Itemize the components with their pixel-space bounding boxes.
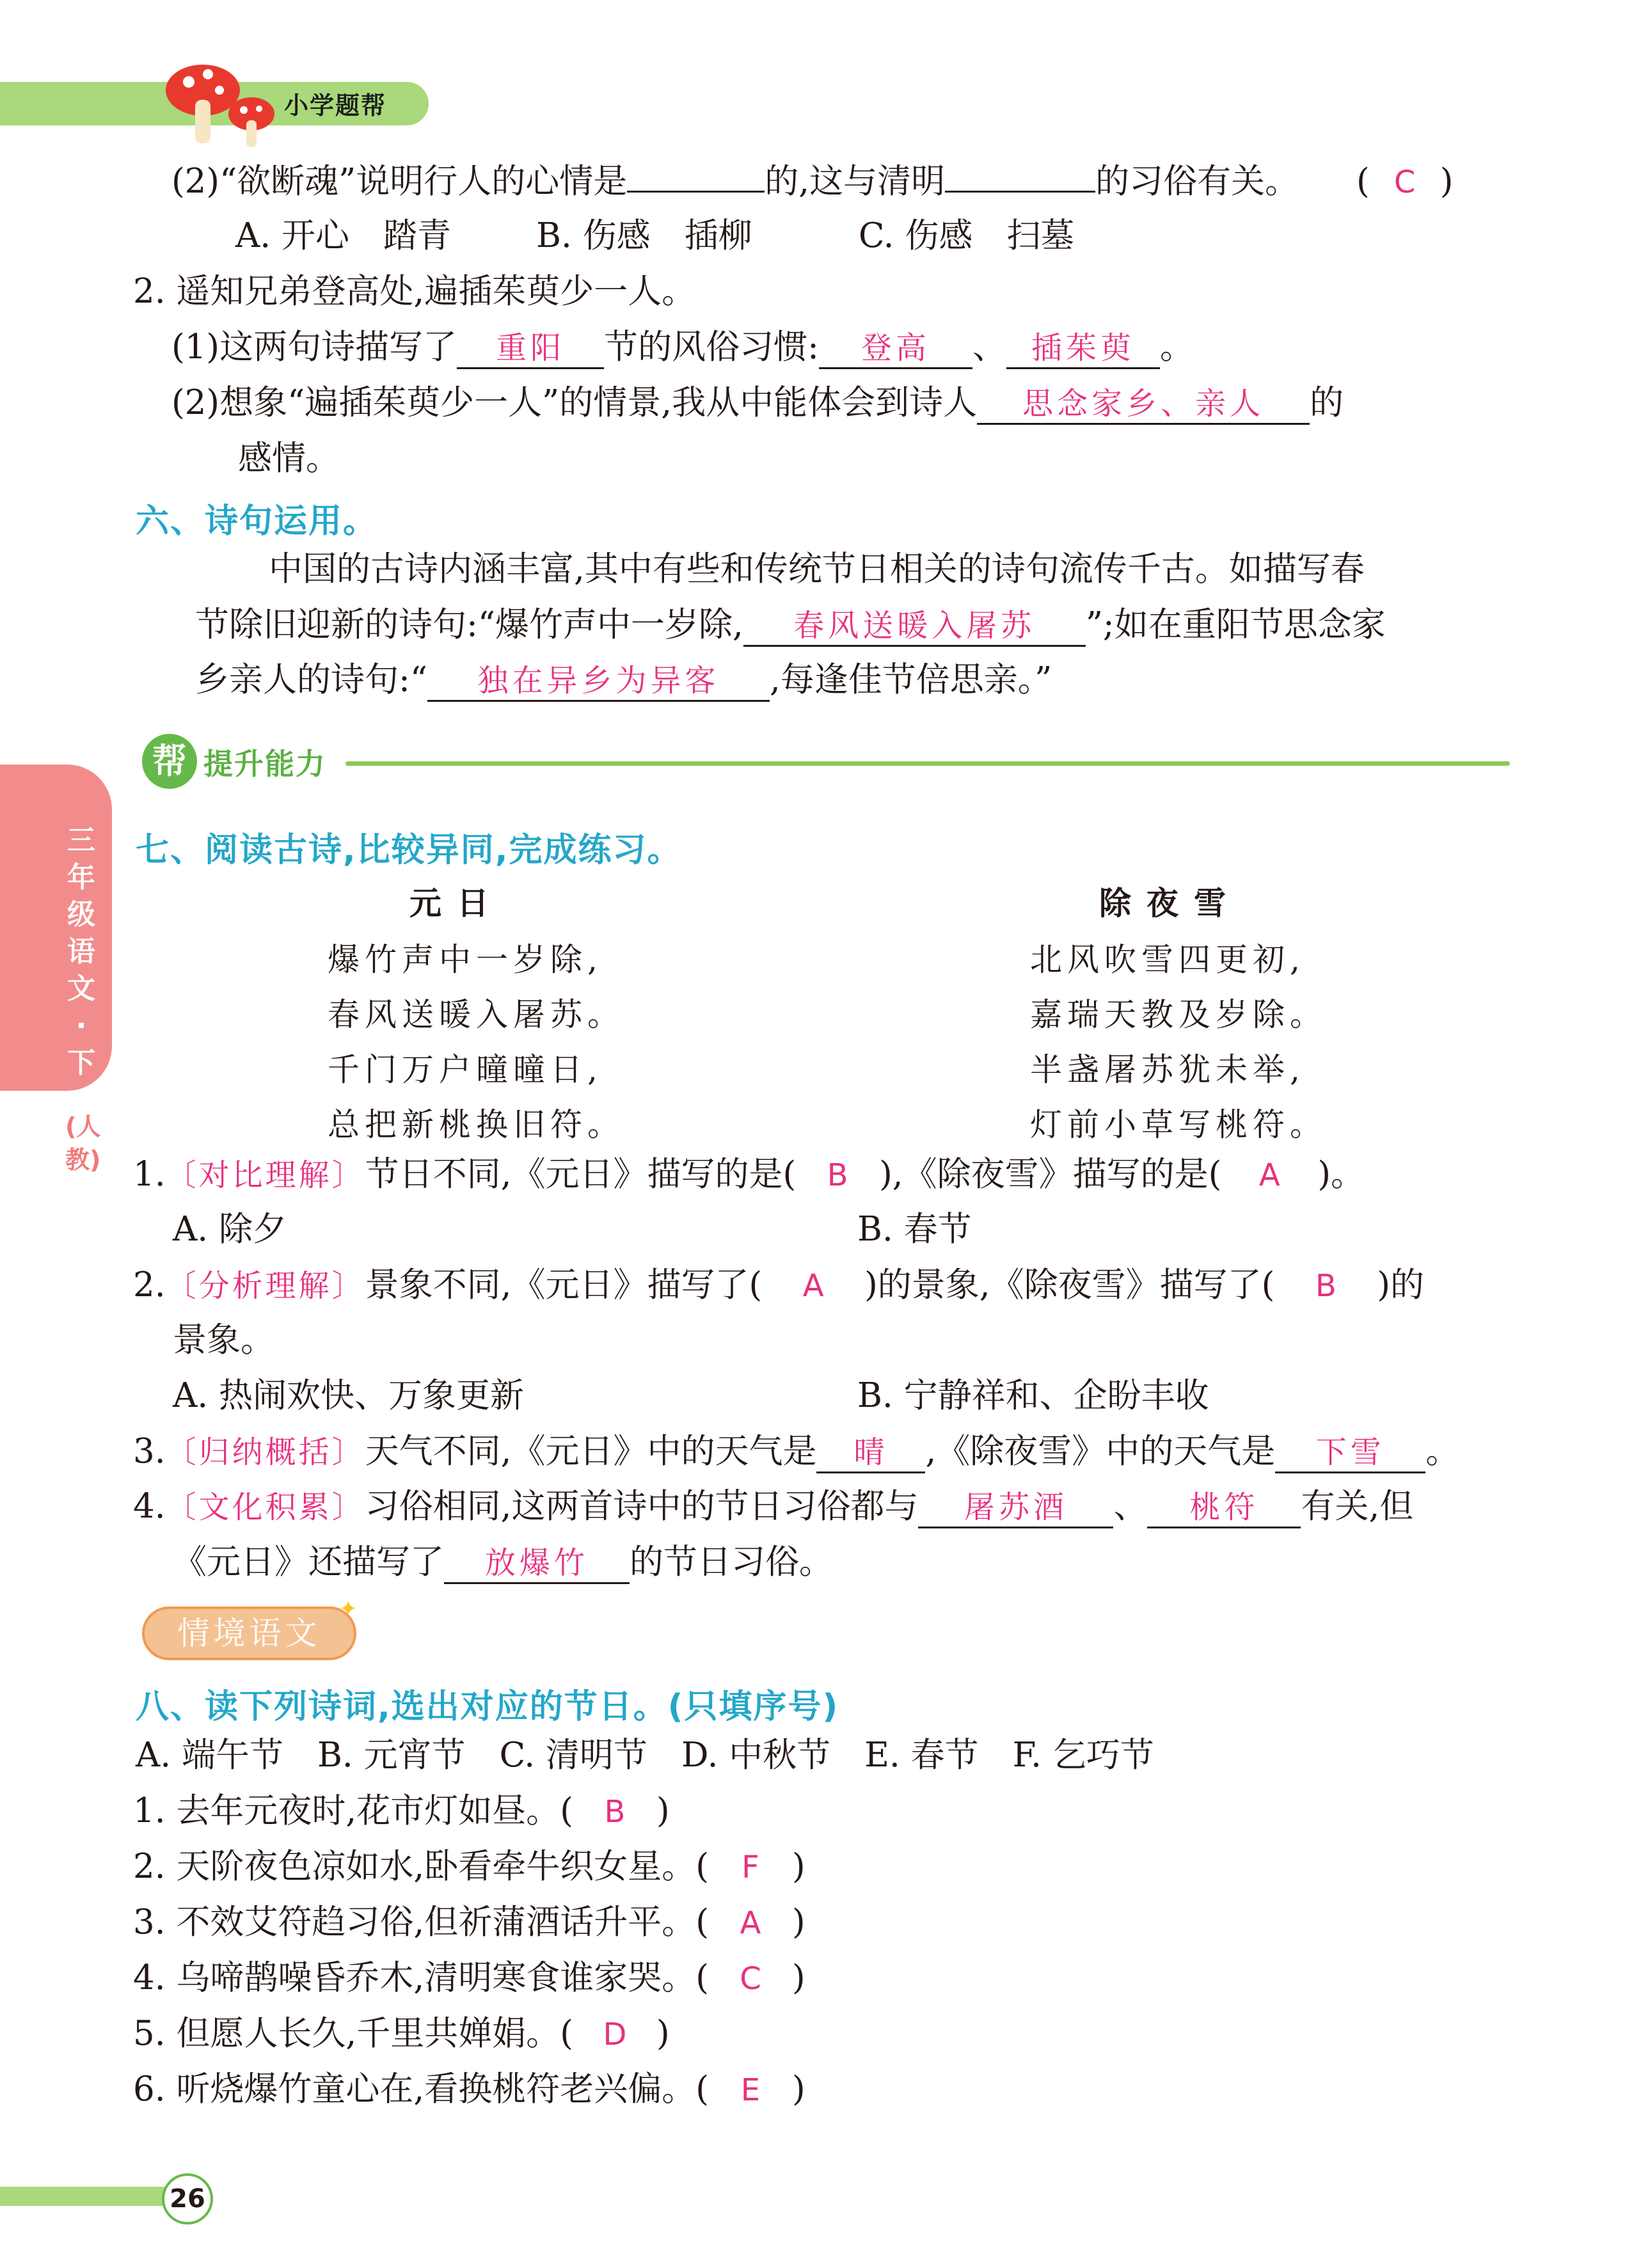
tag: 〔文化积累〕 xyxy=(165,1489,365,1525)
section-6-p2: 节除旧迎新的诗句:“爆竹声中一岁除, 春风送暖入屠苏 ”;如在重阳节思念家 xyxy=(195,605,1386,647)
q7-2-opt-a: A. 热闹欢快、万象更新 xyxy=(173,1376,524,1415)
poem-1-line: 爆竹声中一岁除, xyxy=(328,941,603,978)
item-2-poem: 2. 遥知兄弟登高处,遍插茱萸少一人。 xyxy=(133,272,696,311)
tag: 〔归纳概括〕 xyxy=(165,1434,365,1470)
poem-2-line: 嘉瑞天教及岁除。 xyxy=(1030,996,1327,1033)
blank xyxy=(627,191,765,193)
blank: 思念家乡、亲人 xyxy=(977,384,1310,425)
poem-2-line: 半盏屠苏犹未举, xyxy=(1030,1051,1305,1088)
section-8-item: 5. 但愿人长久,千里共婵娟。( D ) xyxy=(133,2013,670,2055)
item-2-2: (2)想象“遍插茱萸少一人”的情景,我从中能体会到诗人 思念家乡、亲人 的 xyxy=(171,383,1344,425)
blank: 春风送暖入屠苏 xyxy=(743,606,1086,647)
ability-label: 提升能力 xyxy=(203,747,326,781)
q7-1-opt-b: B. 春节 xyxy=(857,1210,972,1249)
section-6-p1: 中国的古诗内涵丰富,其中有些和传统节日相关的诗句流传千古。如描写春 xyxy=(269,550,1365,589)
q7-2: 2.〔分析理解〕景象不同,《元日》描写了( A )的景象,《除夜雪》描写了( B )的 xyxy=(133,1265,1424,1306)
grade-label: 三年级语文·下 xyxy=(67,824,95,1079)
blank: 重阳 xyxy=(457,328,604,369)
star-icon: ✦ xyxy=(339,1596,358,1622)
answer: A xyxy=(802,1268,824,1304)
answer: A xyxy=(1258,1157,1280,1193)
item-2-1: (1)这两句诗描写了 重阳 节的风俗习惯: 登高 、 插茱萸 。 xyxy=(171,327,1194,369)
q7-4: 4.〔文化积累〕习俗相同,这两首诗中的节日习俗都与 屠苏酒 、 桃符 有关,但 xyxy=(133,1486,1413,1528)
section-8-item: 6. 听烧爆竹童心在,看换桃符老兴偏。( E ) xyxy=(133,2069,805,2111)
answer: F xyxy=(742,1850,759,1885)
poem-1-line: 总把新桃换旧符。 xyxy=(328,1106,624,1143)
q7-1-opt-a: A. 除夕 xyxy=(173,1210,287,1249)
tag: 〔分析理解〕 xyxy=(165,1268,365,1304)
header-label: 小学题帮 xyxy=(284,91,387,120)
q7-2-cont: 景象。 xyxy=(173,1320,274,1360)
poem-2-line: 灯前小草写桃符。 xyxy=(1030,1106,1327,1143)
section-8-item: 1. 去年元夜时,花市灯如昼。( B ) xyxy=(133,1791,670,1832)
section-8-item: 2. 天阶夜色凉如水,卧看牵牛织女星。( F ) xyxy=(133,1846,805,1888)
blank: 晴 xyxy=(816,1432,925,1473)
answer: B xyxy=(1315,1268,1337,1304)
option-a: A. 开心 踏青 xyxy=(235,216,451,255)
option-b: B. 伤感 插柳 xyxy=(536,216,752,255)
blank: 桃符 xyxy=(1147,1487,1301,1528)
ability-badge: 帮 xyxy=(142,734,197,789)
option-c: C. 伤感 扫墓 xyxy=(859,216,1075,255)
poem-1-line: 千门万户曈曈日, xyxy=(328,1051,603,1088)
section-7-title: 七、阅读古诗,比较异同,完成练习。 xyxy=(136,831,682,869)
blank xyxy=(945,191,1095,193)
q-prev-2: (2)“欲断魂”说明行人的心情是 的,这与清明 的习俗有关。 xyxy=(171,162,1299,201)
answer: B xyxy=(604,1794,626,1830)
q7-2-opt-b: B. 宁静祥和、企盼丰收 xyxy=(857,1376,1209,1415)
footer-band xyxy=(0,2187,173,2206)
blank: 独在异乡为异客 xyxy=(427,661,770,702)
poem-1-line: 春风送暖入屠苏。 xyxy=(328,996,624,1033)
edition-label: (人教) xyxy=(65,1113,101,1174)
answer: B xyxy=(827,1157,848,1193)
blank: 下雪 xyxy=(1275,1432,1425,1473)
answer: C xyxy=(1393,164,1416,200)
blank: 插茱萸 xyxy=(1006,328,1160,369)
q7-1: 1.〔对比理解〕节日不同,《元日》描写的是( B ),《除夜雪》描写的是( A )。 xyxy=(133,1154,1365,1196)
section-6-p3: 乡亲人的诗句:“ 独在异乡为异客 ,每逢佳节倍思亲。” xyxy=(195,660,1052,702)
poem-2-line: 北风吹雪四更初, xyxy=(1030,941,1305,978)
poem-2-title: 除夜雪 xyxy=(1099,885,1241,922)
answer: D xyxy=(603,2017,627,2052)
section-8-title: 八、读下列诗词,选出对应的节日。(只填序号) xyxy=(136,1688,839,1726)
item-2-2-cont: 感情。 xyxy=(238,439,340,478)
blank: 登高 xyxy=(819,328,972,369)
section-8-item: 3. 不效艾符趋习俗,但祈蒲酒话升平。( A ) xyxy=(133,1902,805,1944)
q7-3: 3.〔归纳概括〕天气不同,《元日》中的天气是 晴 ,《除夜雪》中的天气是 下雪 。 xyxy=(133,1431,1459,1473)
q-prev-2-paren: ( C ) xyxy=(1356,161,1453,203)
blank: 放爆竹 xyxy=(444,1543,630,1584)
answer: E xyxy=(740,2072,761,2108)
page-number: 26 xyxy=(162,2173,213,2224)
section-8-options: A. 端午节 B. 元宵节 C. 清明节 D. 中秋节 E. 春节 F. 乞巧节 xyxy=(136,1736,1154,1775)
poem-1-title: 元日 xyxy=(409,885,504,922)
blank: 屠苏酒 xyxy=(918,1487,1113,1528)
section-8-item: 4. 乌啼鹊噪昏乔木,清明寒食谁家哭。( C ) xyxy=(133,1958,805,1999)
section-6-title: 六、诗句运用。 xyxy=(136,502,378,541)
answer: C xyxy=(740,1961,761,1997)
divider xyxy=(345,761,1510,766)
answer: A xyxy=(740,1905,761,1941)
q7-4-cont: 《元日》还描写了 放爆竹 的节日习俗。 xyxy=(173,1542,833,1584)
tag: 〔对比理解〕 xyxy=(165,1157,365,1193)
mushroom-logo-icon xyxy=(163,55,278,151)
situation-badge: 情境语文 xyxy=(142,1606,356,1660)
